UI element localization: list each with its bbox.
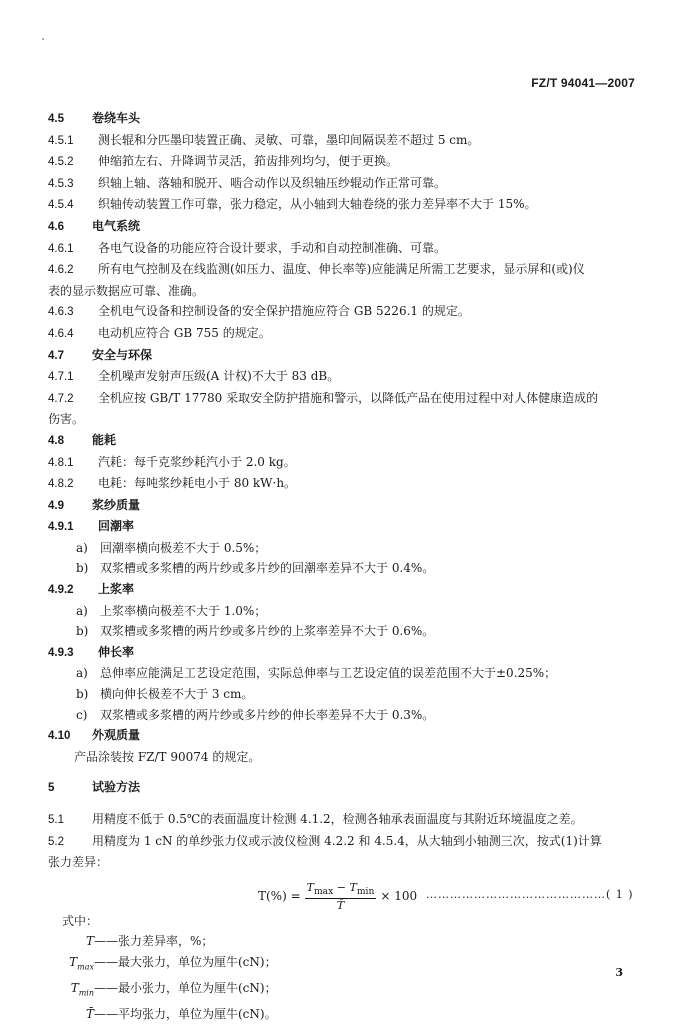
section-number: 4.10 bbox=[48, 730, 71, 743]
equation-number: ( 1 ) bbox=[606, 887, 634, 901]
clause-text: 全机应按 GB/T 17780 采取安全防护措施和警示，以降低产品在使用过程中对人体健康造成的 bbox=[98, 390, 599, 405]
symbol-meaning: ——最小张力，单位为厘牛(cN)； bbox=[94, 980, 277, 995]
fraction-numerator bbox=[305, 881, 377, 899]
clause-text: 全机电气设备和控制设备的安全保护措施应符合 GB 5226.1 的规定。 bbox=[98, 304, 470, 319]
section-number: 5 bbox=[48, 782, 55, 795]
clause-number: 4.5.3 bbox=[48, 177, 74, 190]
section-title: 电气系统 bbox=[92, 218, 141, 233]
equation-fraction bbox=[305, 881, 377, 912]
clause-continuation: 表的显示数据应可靠、准确。 bbox=[48, 283, 205, 298]
spacer bbox=[48, 767, 634, 777]
symbol-subscript: min bbox=[78, 988, 94, 998]
clause-text: 电耗：每吨浆纱耗电小于 80 kW·h。 bbox=[98, 476, 297, 491]
standard-code: FZ/T 94041—2007 bbox=[531, 76, 635, 90]
clause-number: 4.6.2 bbox=[48, 264, 74, 277]
section-title: 能耗 bbox=[92, 432, 117, 447]
section-number: 4.9.1 bbox=[48, 521, 74, 534]
clause-number: 5.1 bbox=[48, 814, 64, 826]
list-item bbox=[48, 601, 634, 622]
document-body bbox=[48, 108, 634, 1025]
clause-number: 4.7.2 bbox=[48, 392, 74, 405]
clause bbox=[48, 130, 634, 152]
section-heading bbox=[48, 495, 634, 517]
section-number: 4.9.3 bbox=[48, 646, 74, 659]
clause-text: 所有电气控制及在线监测(如压力、温度、伸长率等)应能满足所需工艺要求，显示屏和(或)仪 bbox=[98, 262, 585, 277]
minus-sign: − bbox=[333, 880, 350, 894]
clause bbox=[48, 452, 634, 474]
tmin-symbol: T bbox=[349, 880, 357, 894]
clause-text: 测长辊和分匹墨印装置正确、灵敏、可靠，墨印间隔误差不超过 5 cm。 bbox=[98, 132, 480, 147]
clause-text: 电动机应符合 GB 755 的规定。 bbox=[98, 325, 271, 340]
list-text: 双浆槽或多浆槽的两片纱或多片纱的上浆率差异不大于 0.6%。 bbox=[100, 624, 435, 639]
list-item bbox=[48, 621, 634, 642]
scan-speck bbox=[42, 38, 44, 40]
list-text: 双浆槽或多浆槽的两片纱或多片纱的回潮率差异不大于 0.4%。 bbox=[100, 561, 435, 576]
clause-text: 织轴上轴、落轴和脱开、啮合动作以及织轴压纱辊动作正常可靠。 bbox=[98, 175, 447, 190]
section-heading bbox=[48, 430, 634, 452]
list-label: b) bbox=[76, 687, 89, 702]
tmax-symbol: T bbox=[306, 880, 314, 894]
list-label: b) bbox=[76, 624, 89, 639]
clause-number: 4.5.4 bbox=[48, 199, 74, 212]
clause-text: 用精度不低于 0.5℃的表面温度计检测 4.1.2，检测各轴承表面温度与其附近环境温度之差。 bbox=[92, 812, 583, 826]
equation bbox=[258, 881, 417, 912]
where-intro: 式中： bbox=[62, 913, 99, 928]
clause bbox=[48, 173, 634, 195]
list-text: 回潮率横向极差不大于 0.5%； bbox=[100, 540, 267, 555]
list-label: a) bbox=[76, 603, 88, 618]
section-title: 安全与环保 bbox=[92, 347, 153, 362]
list-label: c) bbox=[76, 707, 88, 722]
page-number: 3 bbox=[615, 966, 623, 979]
list-item bbox=[48, 705, 634, 726]
clause-text: 各电气设备的功能应符合设计要求，手动和自动控制准确、可靠。 bbox=[98, 240, 447, 255]
symbol-meaning: ——最大张力，单位为厘牛(cN)； bbox=[94, 954, 277, 969]
section-number: 4.6 bbox=[48, 220, 64, 233]
section-title: 上浆率 bbox=[98, 582, 135, 597]
section-heading bbox=[48, 216, 634, 238]
section-heading bbox=[48, 579, 634, 601]
list-text: 双浆槽或多浆槽的两片纱或多片纱的伸长率差异不大于 0.3%。 bbox=[100, 707, 435, 722]
section-heading bbox=[48, 516, 634, 538]
tmin-sub: min bbox=[356, 885, 375, 897]
symbol-definition bbox=[48, 931, 634, 952]
fraction-denominator: T̄ bbox=[336, 898, 345, 912]
symbol-definition bbox=[48, 1004, 634, 1025]
list-text: 横向伸长极差不大于 3 cm。 bbox=[100, 687, 254, 702]
symbol-meaning: ——平均张力，单位为厘牛(cN)。 bbox=[94, 1006, 277, 1021]
clause bbox=[48, 323, 634, 345]
clause-text: 用精度为 1 cN 的单纱张力仪或示波仪检测 4.2.2 和 4.5.4，从大轴到小轴测三次，按式(1)计算 bbox=[92, 833, 602, 848]
list-label: a) bbox=[76, 540, 88, 555]
clause bbox=[48, 388, 634, 410]
clause bbox=[48, 366, 634, 388]
section-number: 4.8 bbox=[48, 434, 64, 447]
list-label: b) bbox=[76, 561, 89, 576]
clause-text: 汽耗：每千克浆纱耗汽小于 2.0 kg。 bbox=[98, 454, 296, 469]
clause-text: 伸缩筘左右、升降调节灵活，筘齿排列均匀，便于更换。 bbox=[98, 154, 399, 169]
symbol-definition bbox=[48, 978, 634, 1004]
symbol: $T_{min}$ bbox=[70, 980, 94, 998]
clause bbox=[48, 259, 634, 281]
clause bbox=[48, 238, 634, 260]
clause-number: 4.8.2 bbox=[48, 478, 74, 491]
symbol-definition bbox=[48, 952, 634, 978]
section-title: 浆纱质量 bbox=[92, 497, 141, 512]
spacer bbox=[48, 799, 634, 809]
section-heading bbox=[48, 345, 634, 367]
clause-continuation: 张力差异： bbox=[48, 855, 109, 870]
indented-text: 产品涂装按 FZ/T 90074 的规定。 bbox=[74, 749, 261, 764]
clause-number: 5.2 bbox=[48, 835, 64, 848]
clause bbox=[48, 194, 634, 216]
list-item bbox=[48, 684, 634, 705]
list-label: a) bbox=[76, 666, 88, 681]
leader-dots: ……………………………………… bbox=[426, 887, 606, 901]
equation-rhs: × 100 bbox=[380, 889, 418, 904]
list-item bbox=[48, 663, 634, 684]
clause-continuation: 伤害。 bbox=[48, 412, 85, 427]
symbol: T bbox=[85, 934, 94, 949]
section-number: 4.9.2 bbox=[48, 584, 74, 597]
clause bbox=[48, 151, 634, 173]
clause bbox=[48, 473, 634, 495]
clause-number: 4.5.1 bbox=[48, 134, 74, 147]
list-item bbox=[48, 538, 634, 559]
section-title: 卷绕车头 bbox=[92, 111, 141, 125]
section-title: 试验方法 bbox=[92, 780, 141, 795]
clause-text: 全机噪声发射声压级(A 计权)不大于 83 dB。 bbox=[98, 369, 340, 384]
clause-number: 4.8.1 bbox=[48, 456, 74, 469]
clause bbox=[48, 831, 634, 853]
equation-lhs: T(%) = bbox=[258, 889, 301, 904]
symbol-subscript: max bbox=[77, 962, 94, 972]
clause-number: 4.5.2 bbox=[48, 156, 74, 169]
section-number: 4.7 bbox=[48, 349, 64, 362]
clause-number: 4.6.1 bbox=[48, 242, 74, 255]
list-text: 上浆率横向极差不大于 1.0%； bbox=[100, 603, 267, 618]
equation-row bbox=[48, 877, 634, 912]
clause-number: 4.6.4 bbox=[48, 327, 74, 340]
symbol: T̄ bbox=[85, 1006, 94, 1021]
symbol-meaning: ——张力差异率，%； bbox=[94, 934, 214, 949]
clause-number: 4.7.1 bbox=[48, 371, 74, 384]
list-item bbox=[48, 558, 634, 579]
section-title: 回潮率 bbox=[98, 519, 135, 534]
clause bbox=[48, 301, 634, 323]
section-heading bbox=[48, 108, 634, 130]
clause-number: 4.6.3 bbox=[48, 306, 74, 319]
section-number: 4.5 bbox=[48, 113, 64, 125]
section-heading bbox=[48, 725, 634, 747]
section-number: 4.9 bbox=[48, 499, 64, 512]
equation-leader bbox=[426, 885, 634, 906]
section-heading bbox=[48, 642, 634, 664]
clause-text: 织轴传动装置工作可靠，张力稳定，从小轴到大轴卷绕的张力差异率不大于 15%。 bbox=[98, 197, 537, 212]
section-heading bbox=[48, 777, 634, 799]
list-text: 总伸率应能满足工艺设定范围，实际总伸率与工艺设定值的误差范围不大于±0.25%； bbox=[100, 666, 557, 681]
clause bbox=[48, 809, 634, 831]
symbol: $T_{max}$ bbox=[69, 954, 94, 972]
section-title: 伸长率 bbox=[98, 644, 135, 659]
section-title: 外观质量 bbox=[92, 728, 141, 743]
tmax-sub: max bbox=[313, 885, 334, 897]
